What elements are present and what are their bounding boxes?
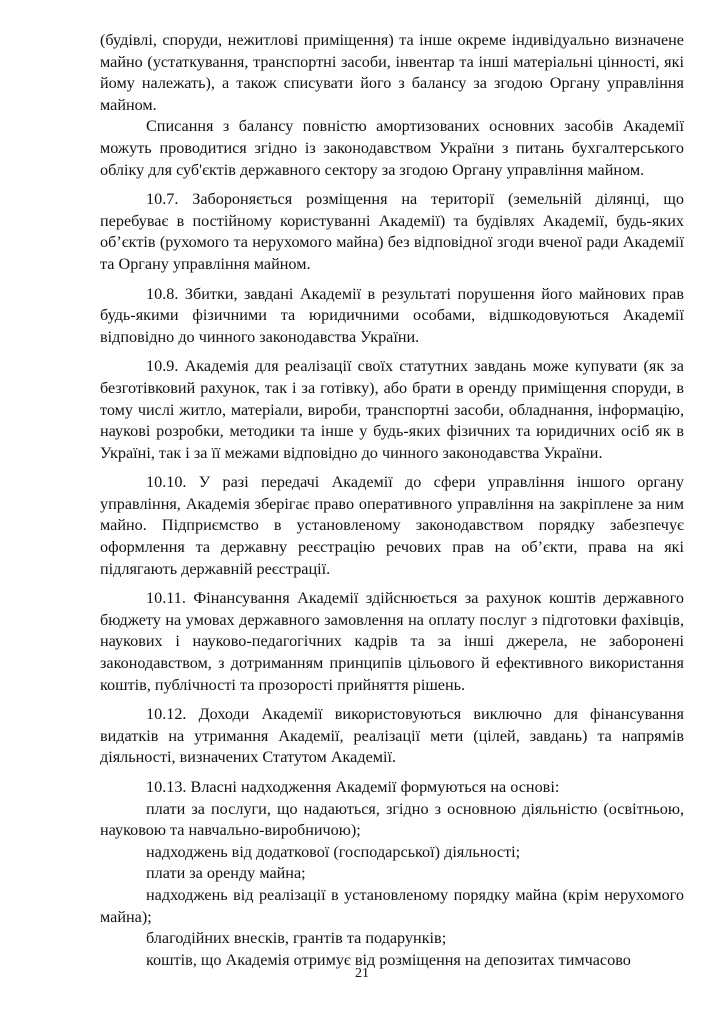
paragraph-10-11: 10.11. Фінансування Академії здійснюється за рахунок коштів державного бюджету на умовах державного замовлення на оплату послуг з підготовки фахівців, наукових і науково-педагогічних кадрів та за інші джерела, не заборонені законодавством, з дотриманням принципів цільового й ефективного використання коштів, публічності та прозорості прийняття рішень. bbox=[100, 589, 684, 694]
paragraph-10-10: 10.10. У разі передачі Академії до сфери управління іншого органу управління, Академія зберігає право оперативного управління на закріплене за ним майно. Підприємство в установленому законодавством порядку забезпечує оформлення та державну реєстрацію речових прав на об’єкти, права на які підлягають державній реєстрації. bbox=[100, 473, 684, 578]
list-item-services: плати за послуги, що надаються, згідно з основною діяльністю (освітньою, науковою та навчально-виробничою); bbox=[100, 799, 684, 840]
document-page bbox=[100, 30, 684, 971]
paragraph-write-off: Списання з балансу повністю амортизованих основних засобів Академії можуть проводитися згідно із законодавством України з питань бухгалтерського обліку для суб'єктів державного сектору за згодою Органу управління майном. bbox=[100, 117, 684, 179]
list-item-deposits: коштів, що Академія отримує від розміщення на депозитах тимчасово bbox=[146, 950, 631, 969]
paragraph-property-rights: (будівлі, споруди, нежитлові приміщення) та інше окреме індивідуально визначене майно (устаткування, транспортні засоби, інвентар та інші матеріальні цінності, які йому належать), а також списувати його з балансу за згодою Органу управління майном. bbox=[100, 31, 684, 114]
list-item-rent: плати за оренду майна; bbox=[146, 864, 306, 883]
paragraph-10-8: 10.8. Збитки, завдані Академії в результаті порушення його майнових прав будь-якими фізичними та юридичними особами, відшкодовуються Академії відповідно до чинного законодавства України. bbox=[100, 284, 684, 346]
list-item-charity: благодійних внесків, грантів та подарунків; bbox=[146, 929, 447, 948]
paragraph-10-7: 10.7. Забороняється розміщення на території (земельній ділянці, що перебуває в постійному користуванні Академії) та будівлях Академії, будь-яких об’єктів (рухомого та нерухомого майна) без відповідної згоди вченої ради Академії та Органу управління майном. bbox=[100, 190, 684, 273]
paragraph-10-9: 10.9. Академія для реалізації своїх статутних завдань може купувати (як за безготівковий рахунок, так і за готівку), або брати в оренду приміщення споруди, в тому числі житло, матеріали, вироби, транспортні засоби, обладнання, інформацію, наукові розробки, методики та інше у будь-яких фізичних та юридичних осіб як в Україні, так і за її межами відповідно до чинного законодавства України. bbox=[100, 357, 684, 462]
list-item-sale-of-property: надходжень від реалізації в установленому порядку майна (крім нерухомого майна); bbox=[100, 885, 684, 926]
paragraph-10-12: 10.12. Доходи Академії використовуються виключно для фінансування видатків на утримання Академії, реалізації мети (цілей, завдань) та напрямів діяльності, визначених Статутом Академії. bbox=[100, 705, 684, 767]
page-number: 21 bbox=[355, 966, 369, 981]
paragraph-10-13: 10.13. Власні надходження Академії формуються на основі: bbox=[146, 778, 560, 796]
list-item-additional-activity: надходжень від додаткової (господарської) діяльності; bbox=[146, 842, 521, 861]
